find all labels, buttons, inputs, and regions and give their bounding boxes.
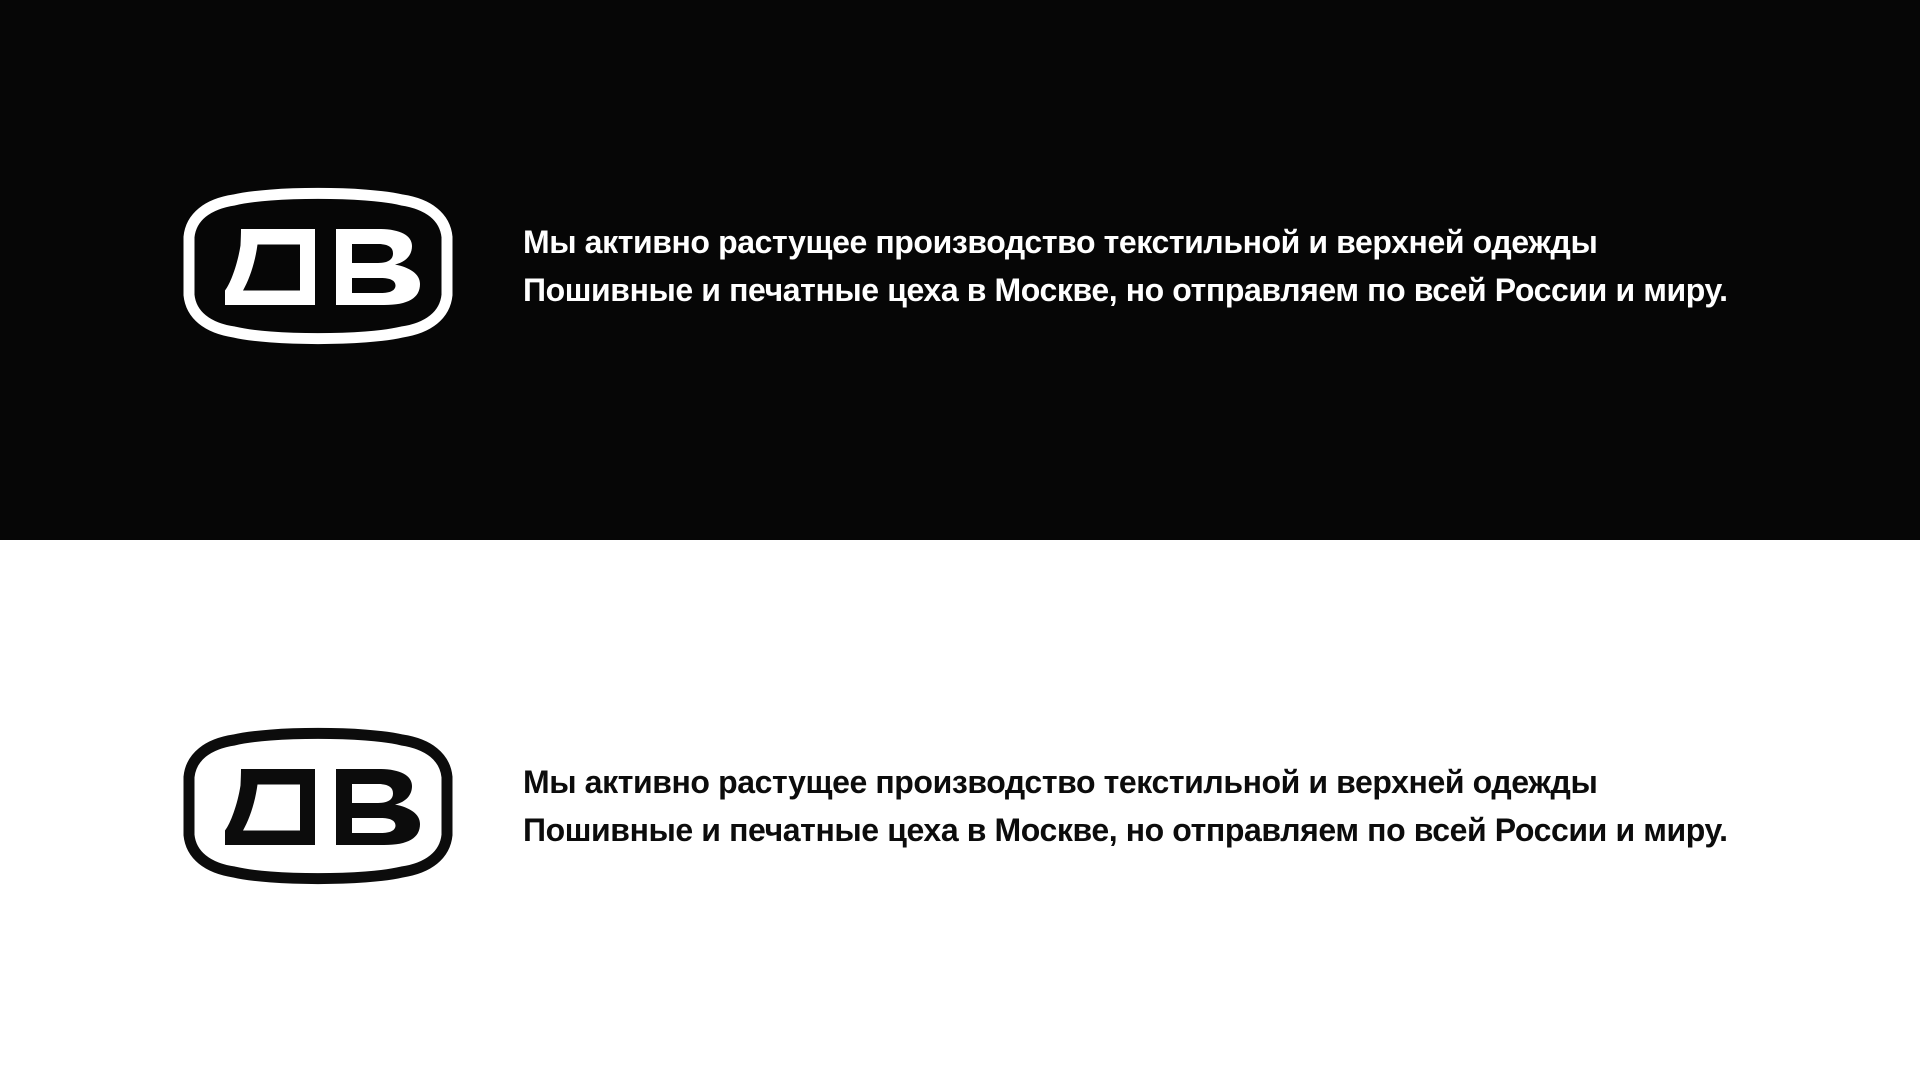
dv-logo-light <box>182 726 454 886</box>
tagline-line-2: Пошивные и печатные цеха в Москве, но отправляем по всей России и миру. <box>523 272 1728 308</box>
letter-d-glyph <box>225 769 315 845</box>
brand-row-dark <box>0 0 1920 346</box>
tagline-light <box>523 758 1728 854</box>
letter-v-glyph <box>336 769 420 845</box>
tagline-line-2: Пошивные и печатные цеха в Москве, но отправляем по всей России и миру. <box>523 812 1728 848</box>
brand-row-light <box>0 540 1920 886</box>
badge-outline <box>189 193 447 338</box>
dv-logo-dark <box>182 186 454 346</box>
tagline-line-1: Мы активно растущее производство текстильной и верхней одежды <box>523 764 1598 800</box>
badge-outline <box>189 733 447 878</box>
section-light <box>0 540 1920 1080</box>
tagline-line-1: Мы активно растущее производство текстильной и верхней одежды <box>523 224 1598 260</box>
dv-badge-icon <box>182 186 454 346</box>
letter-v-glyph <box>336 229 420 305</box>
tagline-dark <box>523 218 1728 314</box>
letter-d-glyph <box>225 229 315 305</box>
dv-badge-icon <box>182 726 454 886</box>
